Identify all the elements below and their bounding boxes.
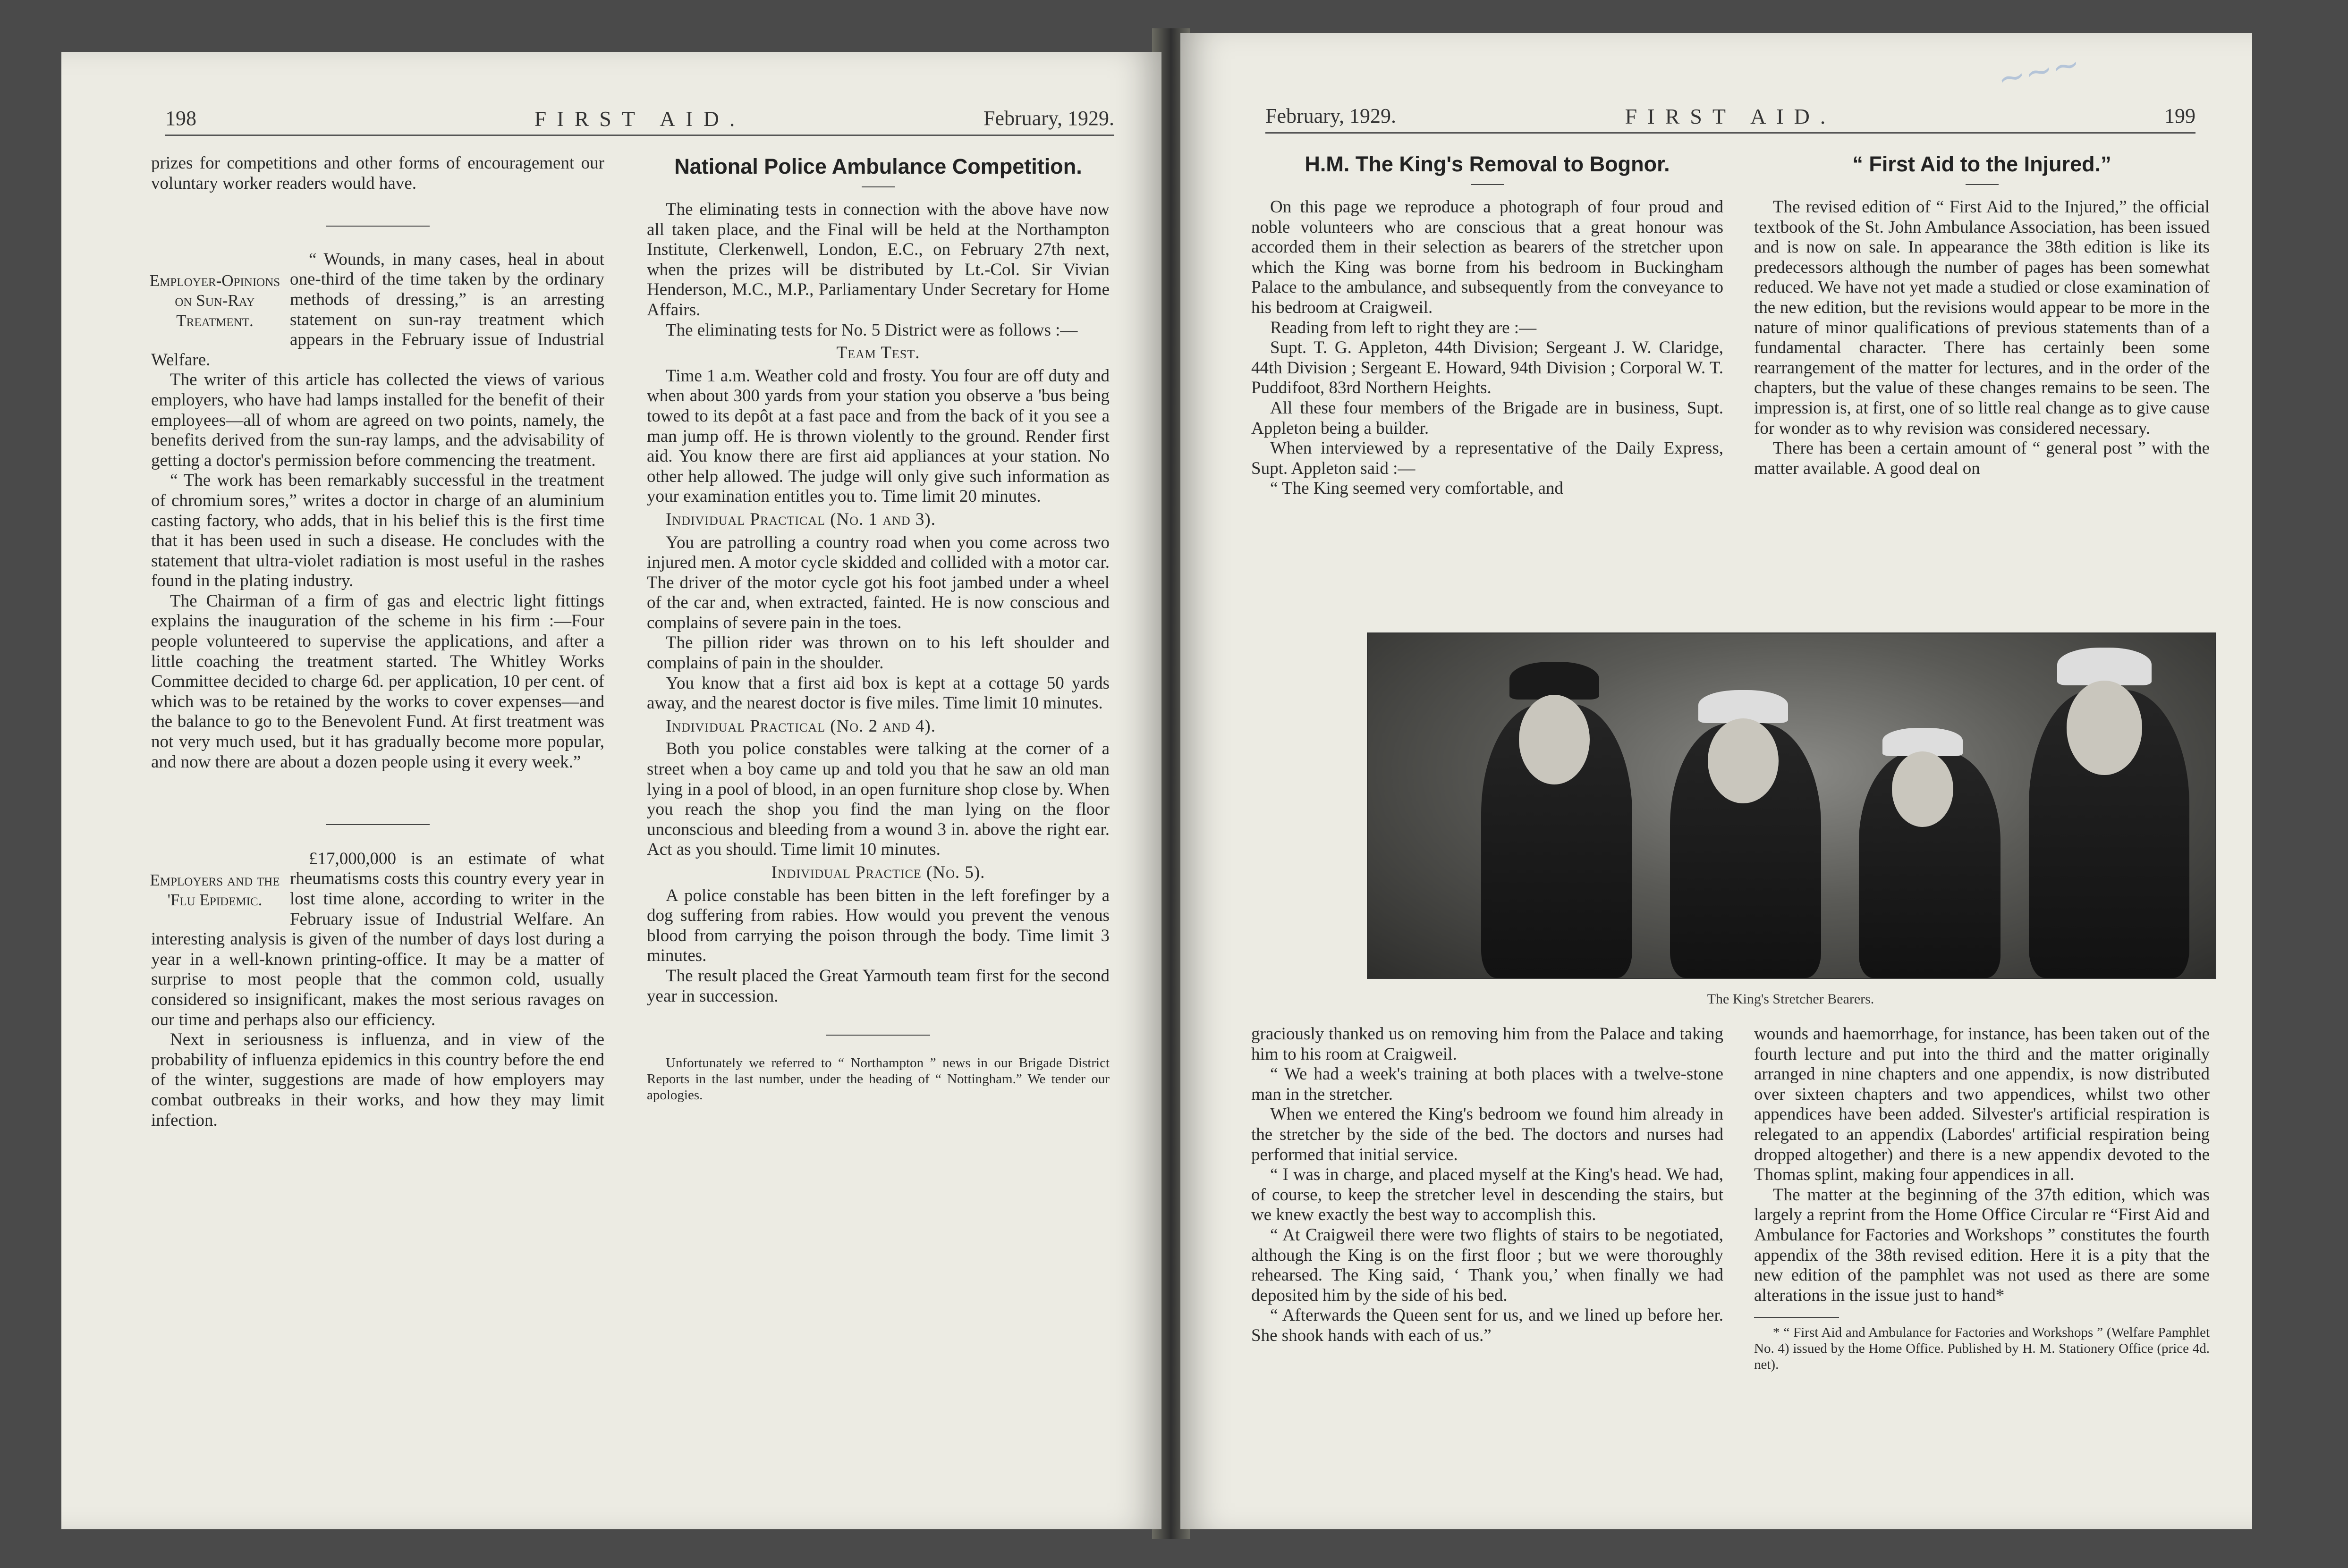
face — [1892, 751, 1953, 827]
paragraph: £17,000,000 is an estimate of what rheumatisms costs this country every year in lost time alone, according to writer in the February issue of Industrial Welfare. An interesting analysis is given of the number of days lost during a year in a well-known printing-office. It may be a matter of surprise to most people that the common cold, usually considered so insignificant, makes the most serious ravages on our time and perhaps also our efficiency. — [151, 849, 604, 1029]
pencil-annotation: ~~~ — [1994, 43, 2084, 99]
paragraph: All these four members of the Brigade are in business, Supt. Appleton being a builder. — [1251, 398, 1723, 438]
heading-rule — [1966, 184, 1999, 185]
paragraph: “ At Craigweil there were two flights of stairs to be negotiated, although the King is on the first floor ; but we were thoroughly rehearsed. The King said, ‘ Thank you,’ when finally we had deposited him by the side of his bed. — [1251, 1225, 1723, 1305]
correction-note: Unfortunately we referred to “ Northampton ” news in our Brigade District Reports in the last number, under the heading of “ Nottingham.” We tender our apologies. — [647, 1055, 1110, 1103]
paragraph: When we entered the King's bedroom we found him already in the stretcher by the side of the bed. The doctors and nurses had performed that initial service. — [1251, 1104, 1723, 1164]
right-column-2 — [1754, 151, 2210, 479]
footnote: * “ First Aid and Ambulance for Factories and Workshops ” (Welfare Pamphlet No. 4) issued by the Home Office. Published by H. M. Stationery Office (price 4d. net). — [1754, 1325, 2210, 1373]
paragraph: On this page we reproduce a photograph of four proud and noble volunteers who are conscious that a great honour was accorded them in their selection as bearers of the stretcher upon which the King was borne from his bedroom in Buckingham Palace to the ambulance, and subsequently from the conveyance to his bedroom at Craigweil. — [1251, 197, 1723, 317]
right-column-3 — [1251, 1024, 1723, 1346]
section-divider — [151, 211, 604, 232]
paragraph: “ I was in charge, and placed myself at the King's head. We had, of course, to keep the stretcher level in descending the stairs, but we knew exactly the best way to accomplish this. — [1251, 1165, 1723, 1225]
subheading-team-test: Team Test. — [836, 343, 920, 363]
paragraph: wounds and haemorrhage, for instance, has been taken out of the fourth lecture and put into the third and the matter originally arranged in nine chapters and one appendix, is now distributed over sixteen chapters and two appendices, whilst two other appendices have been added. Silvester's artificial respiration is relegated to an appendix (Labordes' artificial respiration being dropped altogether) and there is a new appendix devoted to the Thomas splint, making four appendices in all. — [1754, 1024, 2210, 1185]
section-divider — [151, 810, 604, 830]
heading-rule — [862, 186, 895, 187]
issue-date: February, 1929. — [1265, 104, 1396, 127]
paragraph: You are patrolling a country road when you come across two injured men. A motor cycle skidded and collided with a motor car. The driver of the motor cycle got his foot jambed under a wheel of the car and, when extracted, fainted. He is now conscious and complains of severe pain in the toes. — [647, 532, 1110, 632]
paragraph: The matter at the beginning of the 37th edition, which was largely a reprint from the Home Office Circular re “First Aid and Ambulance for Factories and Workshops ” constitutes the fourth appendix of the 38th revised edition. Here it is a pity that the new edition of the pamphlet was not used as there are some alterations in the issue just to hand* — [1754, 1185, 2210, 1305]
photo-caption: The King's Stretcher Bearers. — [1707, 991, 1874, 1007]
issue-date: February, 1929. — [983, 107, 1114, 130]
subheading-individual-3: Individual Practice (No. 5). — [771, 863, 985, 882]
paragraph: When interviewed by a representative of the Daily Express, Supt. Appleton said :— — [1251, 438, 1723, 478]
right-column-4 — [1754, 1024, 2210, 1373]
section-divider — [647, 1020, 1110, 1041]
left-column-2 — [647, 153, 1110, 1103]
page-number: 199 — [2164, 104, 2195, 127]
right-page — [1180, 33, 2252, 1529]
face — [2067, 681, 2142, 775]
face — [1519, 695, 1590, 784]
article-heading: H.M. The King's Removal to Bognor. — [1305, 152, 1670, 176]
journal-title: FIRST AID. — [534, 107, 746, 131]
page-header — [1265, 104, 2195, 134]
paragraph: “ Afterwards the Queen sent for us, and we lined up before her. She shook hands with each of us.” — [1251, 1306, 1723, 1345]
subheading-individual-1: Individual Practical (No. 1 and 3). — [666, 509, 936, 529]
paragraph: Both you police constables were talking at the corner of a street when a boy came up and told you that he saw an old man lying in a pool of blood, in an open furniture shop close by. When you reach the shop you find the man lying on the floor unconscious and bleeding from a wound 3 in. above the right ear. Act as you should. Time limit 10 minutes. — [647, 739, 1110, 860]
journal-title: FIRST AID. — [1625, 104, 1836, 128]
paragraph: The pillion rider was thrown on to his left shoulder and complains of pain in the shoulder. — [647, 633, 1110, 673]
article-heading: National Police Ambulance Competition. — [674, 154, 1082, 178]
paragraph: The revised edition of “ First Aid to the Injured,” the official textbook of the St. John Ambulance Association, has been issued and is now on sale. In appearance the 38th edition is like its predecessors although the number of pages has been somewhat reduced. We have not yet made a studied or close examination of the new edition, but the revisions would appear to be more in the nature of minor qualifications of previous statements than of a fundamental character. There has certainly been some rearrangement of the matter for lectures, and in the order of the chapters, but the value of these changes remains to be seen. The impression is, at first, one of so little real change as to give cause for wonder as to why revision was considered necessary. — [1754, 197, 2210, 438]
left-page — [61, 52, 1161, 1529]
right-column-1 — [1251, 151, 1723, 499]
paragraph: prizes for competitions and other forms of encouragement our voluntary worker readers would have. — [151, 153, 604, 193]
cap — [1509, 662, 1599, 700]
paragraph: The eliminating tests for No. 5 District were as follows :— — [666, 320, 1078, 340]
paragraph: “ The King seemed very comfortable, and — [1270, 479, 1563, 498]
paragraph: You know that a first aid box is kept at a cottage 50 yards away, and the nearest doctor is five miles. Time limit 10 minutes. — [647, 673, 1110, 713]
paragraph: The eliminating tests in connection with the above have now all taken place, and the Final will be held at the Northampton Institute, Clerkenwell, London, E.C., on February 27th next, when the prizes will be distributed by Lt.-Col. Sir Vivian Henderson, M.C., M.P., Parliamentary Under Secretary for Home Affairs. — [647, 200, 1110, 320]
paragraph: There has been a certain amount of “ general post ” with the matter available. A good deal on — [1754, 438, 2210, 478]
page-header — [165, 106, 1114, 136]
paragraph: The result placed the Great Yarmouth team first for the second year in succession. — [647, 966, 1110, 1006]
paragraph: Supt. T. G. Appleton, 44th Division; Sergeant J. W. Claridge, 44th Division ; Sergeant E. Howard, 94th Division ; Corporal W. T. Puddifoot, 83rd Northern Heights. — [1251, 338, 1723, 398]
left-column-1 — [151, 153, 604, 1130]
paragraph: Next in seriousness is influenza, and in view of the probability of influenza epidemics in this country before the end of the winter, suggestions are made of how employers may combat outbreaks in their works, and how they may limit infection. — [151, 1030, 604, 1130]
paragraph: graciously thanked us on removing him from the Palace and taking him to his room at Craigweil. — [1251, 1024, 1723, 1064]
paragraph: The Chairman of a firm of gas and electric light fittings explains the inauguration of the scheme in his firm :—Four people volunteered to supervise the applications, and after a little coaching the treatment started. The Whitley Works Committee decided to charge 6d. per application, 10 per cent. of which was to be retained by the works to cover expenses—and the balance to go to the Benevolent Fund. At first treatment was not very much used, but it has gradually become more popular, and now there are about a dozen people using it every week.” — [151, 591, 604, 772]
heading-rule — [1471, 184, 1504, 185]
paragraph: Reading from left to right they are :— — [1270, 318, 1537, 337]
sidenote-employer-opinions: Employer-Opinions on Sun-Ray Treatment. — [149, 271, 280, 330]
paragraph: “ Wounds, in many cases, heal in about one-third of the time taken by the ordinary methods of dressing,” is an arresting statement on sun-ray treatment which appears in the February issue of Industrial Welfare. — [151, 249, 604, 370]
stretcher-bearers-photo — [1367, 632, 2216, 979]
paragraph: “ We had a week's training at both places with a twelve-stone man in the stretcher. — [1251, 1064, 1723, 1104]
paragraph: Time 1 a.m. Weather cold and frosty. You four are off duty and when about 300 yards from your station you observe a 'bus being towed to its depôt at a fast pace and from the back of it you see a man jump off. He is thrown violently to the ground. Render first aid. You know there are first aid appliances at your station. No other help allowed. The judge will only give such information as your examination entitles you to. Time limit 20 minutes. — [647, 366, 1110, 506]
cap — [2057, 648, 2152, 685]
article-heading: “ First Aid to the Injured.” — [1852, 152, 2111, 176]
subheading-individual-2: Individual Practical (No. 2 and 4). — [666, 716, 936, 736]
paragraph: The writer of this article has collected the views of various employers, who have had lamps installed for the benefit of their employees—all of whom are agreed on two points, namely, the benefits derived from the sun-ray lamps, and the advisability of getting a doctor's permission before commencing the treatment. — [151, 370, 604, 470]
footnote-rule — [1754, 1317, 1839, 1318]
sidenote-flu-epidemic: Employers and the 'Flu Epidemic. — [150, 870, 280, 910]
page-number: 198 — [165, 107, 196, 130]
face — [1708, 718, 1779, 803]
paragraph: “ The work has been remarkably successful in the treatment of chromium sores,” writes a doctor in charge of an aluminium casting factory, who adds, that in his belief this is the first time that it has been used in such a disease. He concludes with the statement that ultra-violet radiation is most useful in the rashes found in the plating industry. — [151, 471, 604, 591]
paragraph: A police constable has been bitten in the left forefinger by a dog suffering from rabies. How would you prevent the venous blood from carrying the poison through the body. Time limit 3 minutes. — [647, 885, 1110, 966]
